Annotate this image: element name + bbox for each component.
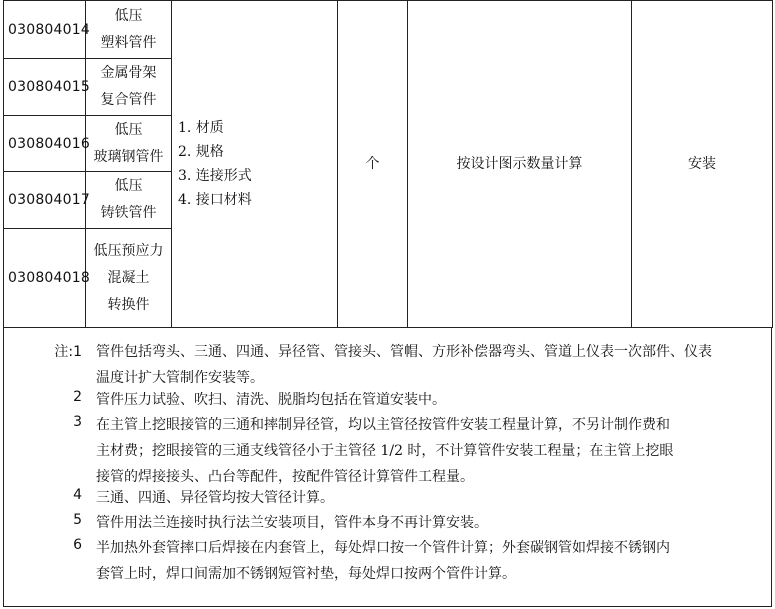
item-name: 金属骨架 复合管件 [86,59,172,116]
item-features: 1. 材质 2. 规格 3. 连接形式 4. 接口材料 [172,1,338,328]
note-text: 半加热外套管摔口后焊接在内套管上，每处焊口按一个管件计算；外套碳钢管如焊接不锈钢内 套管上时，焊口间需加不锈钢短管衬垫，每处焊口按两个管件计算。 [96,540,670,582]
table-row [4,1,773,59]
note-number: 3 [73,414,82,430]
notes-section [3,327,772,607]
note-number: 4 [73,487,82,503]
note-text: 管件压力试验、吹扫、清洗、脱脂均包括在管道安装中。 [96,392,446,408]
item-code: 030804014 [4,1,86,59]
note-text: 在主管上挖眼接管的三通和摔制异径管，均以主管径按管件安装工程量计算，不另计制作费和 主材费；挖眼接管的三通支线管径小于主管径 1/2 时，不计算管件安装工程量；在主管上挖眼 接管的焊接接头、凸台等配件，按配件管径计算管件工程量。 [96,417,674,485]
note-number: 注:1 [54,344,82,360]
spec-table [3,0,773,328]
quantity-rule: 按设计图示数量计算 [408,1,632,328]
note-text: 管件用法兰连接时执行法兰安装项目，管件本身不再计算安装。 [96,515,488,531]
item-name: 低压 铸铁管件 [86,172,172,229]
item-name: 低压 玻璃钢管件 [86,116,172,172]
item-code: 030804017 [4,172,86,229]
item-name: 低压 塑料管件 [86,1,172,59]
note-text: 三通、四通、异径管均按大管径计算。 [96,490,334,506]
note-number: 2 [73,389,82,405]
item-name: 低压预应力 混凝土 转换件 [86,229,172,328]
note-text: 管件包括弯头、三通、四通、异径管、管接头、管帽、方形补偿器弯头、管道上仪表一次部件、仪表 温度计扩大管制作安装等。 [96,344,712,386]
item-code: 030804015 [4,59,86,116]
item-code: 030804016 [4,116,86,172]
note-number: 6 [73,537,82,553]
work-content: 安装 [632,1,773,328]
item-code: 030804018 [4,229,86,328]
unit: 个 [338,1,408,328]
note-number: 5 [73,512,82,528]
